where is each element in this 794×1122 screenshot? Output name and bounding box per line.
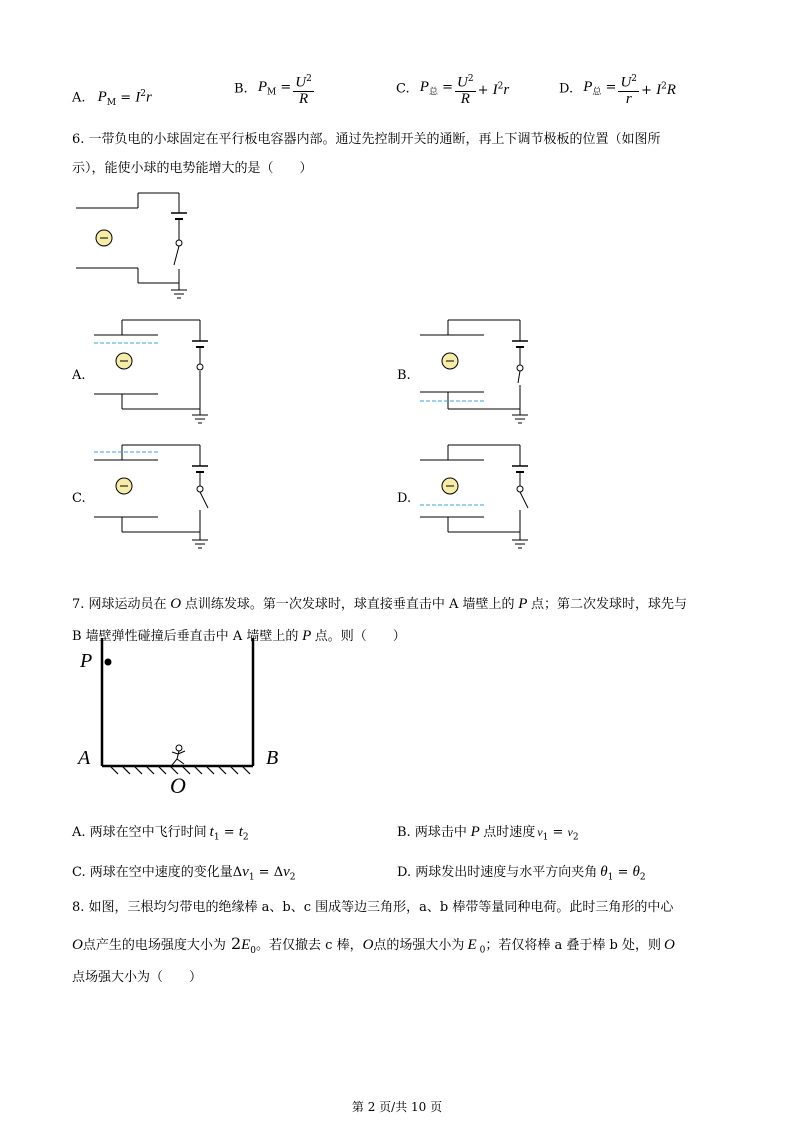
q8-stem-line2: O点产生的电场强度大小为 $2E_0$。若仅撤去 c 棒，O点的场强大小为 E $_0$；若仅将棒 a 叠于棒 b 处，则 O (72, 934, 675, 957)
q6-stem-line1: 6. 一带负电的小球固定在平行板电容器内部。通过先控制开关的通断，再上下调节极板的位置（如图所 (72, 132, 661, 147)
label-a: A (78, 747, 91, 769)
q6-option-a-label: A. (72, 368, 86, 383)
q6-option-d-circuit (404, 440, 544, 555)
q6-option-b-label: B. (397, 368, 411, 383)
q6-option-a-circuit (78, 315, 218, 430)
point-p-dot (105, 659, 112, 666)
q8-stem-line1: 8. 如图，三根均匀带电的绝缘棒 a、b、c 围成等边三角形，a、b 棒带等量同种电荷。此时三角形的中心 (72, 900, 674, 915)
q6-option-b-circuit (404, 315, 544, 430)
q6-stem-line2: 示），能使小球的电势能增大的是（ ） (72, 161, 313, 176)
q7-stem-line1: 7. 网球运动员在 O 点训练发球。第一次发球时，球直接垂直击中 A 墙壁上的 P 点；第二次发球时，球先与 (72, 596, 687, 612)
q5-option-d: D. $P_总$ = $\frac{U^2}{r}$ + $I^2R$ (559, 74, 676, 107)
q7-option-d: D. 两球发出时速度与水平方向夹角 $\theta_1 = \theta_2$ (397, 864, 646, 883)
q6-option-c-circuit (78, 440, 218, 555)
page-footer: 第 2 页/共 10 页 (351, 1100, 443, 1114)
label-o: O (170, 773, 186, 798)
q5-option-a: A. $P_M = I^2r$ (72, 89, 152, 108)
q6-main-circuit (60, 185, 200, 305)
q8-stem-line3: 点场强大小为（ ） (72, 970, 203, 985)
q6-option-c-label: C. (72, 491, 86, 506)
label-b: B (266, 747, 279, 769)
q7-option-b: B. 两球击中 P 点时速度 $v_1 = v_2$ (397, 824, 579, 843)
q7-option-c: C. 两球在空中速度的变化量$\Delta v_1 = \Delta v_2$ (72, 864, 296, 883)
player-figure (172, 745, 185, 765)
label-p: P (80, 650, 93, 672)
q5-option-b: B. $P_M$ = $\frac{U^2}{R}$ (234, 74, 312, 107)
q7-stem-line2: B 墙壁弹性碰撞后垂直击中 A 墙壁上的 P 点。则（ ） (72, 628, 406, 644)
q5-option-c: C. $P_总$ = $\frac{U^2}{R}$ + $I^2r$ (396, 74, 510, 107)
q7-option-a: A. 两球在空中飞行时间 $t_1 = t_2$ (72, 824, 249, 843)
q6-option-d-label: D. (397, 491, 412, 506)
